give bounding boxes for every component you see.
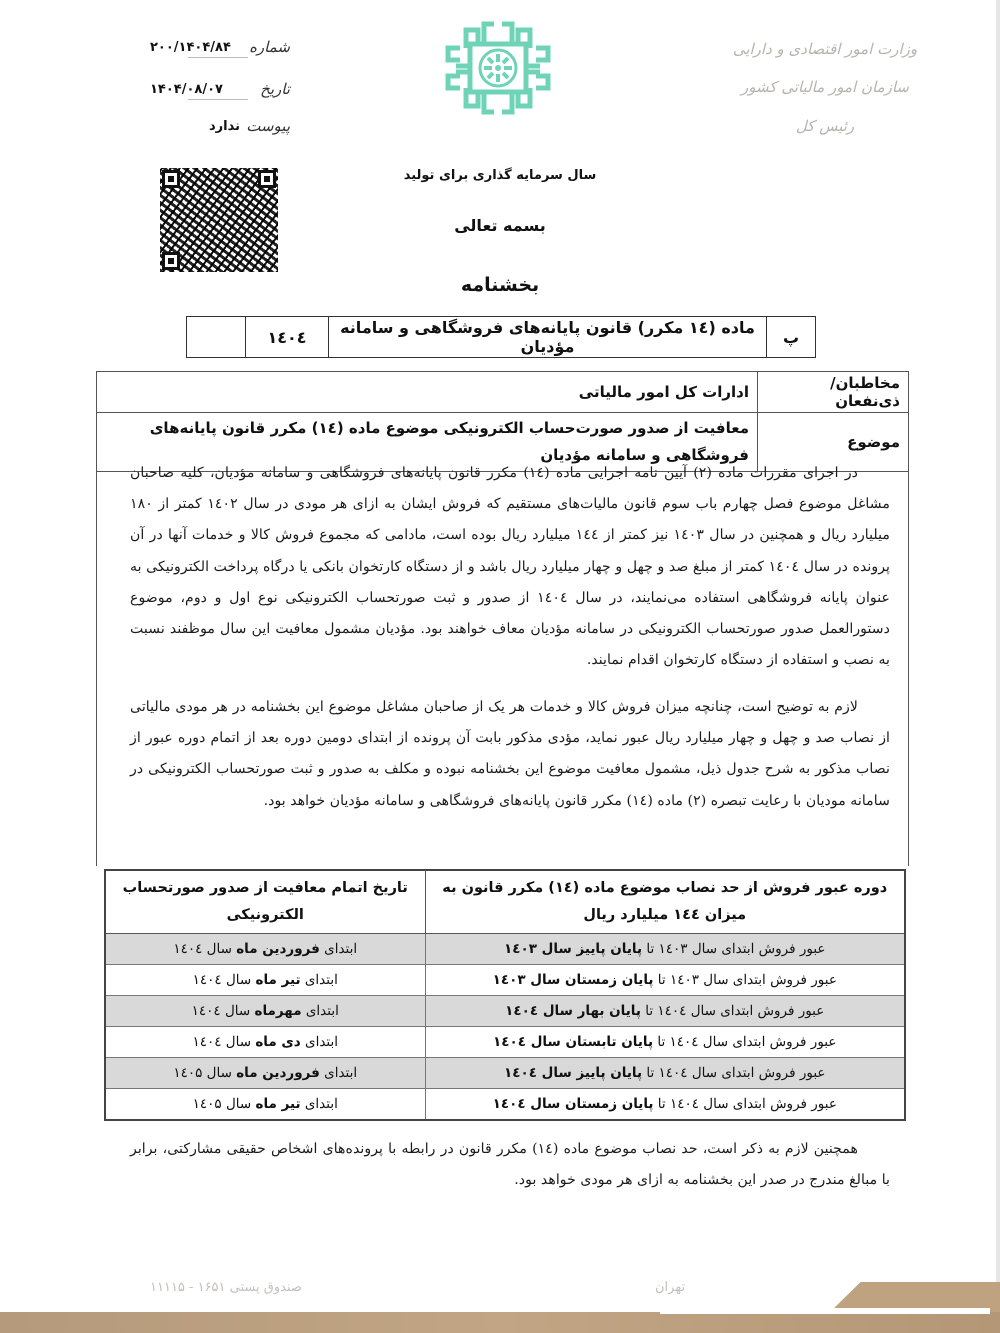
- end-date-cell: [105, 996, 425, 1027]
- end-prefix: ابتدای: [324, 1065, 358, 1081]
- period-cell: [425, 1089, 905, 1121]
- end-date-cell: [105, 934, 425, 965]
- letter-number: [150, 38, 290, 62]
- letter-date: [150, 80, 290, 104]
- end-month: تیر ماه: [255, 972, 301, 988]
- end-prefix: ابتدای: [304, 1096, 338, 1112]
- table-row: [105, 1027, 905, 1058]
- column-header-end-date: تاریخ اتمام معافیت از صدور صورتحساب الکترونیکی: [105, 870, 425, 934]
- end-date-cell: [105, 1027, 425, 1058]
- end-month: مهرماه: [254, 1003, 302, 1019]
- table-row: [105, 965, 905, 996]
- date-label: تاریخ: [260, 80, 290, 98]
- period-end: پایان پاییز سال ۱٤۰٤: [504, 1065, 643, 1081]
- end-date-cell: [105, 965, 425, 996]
- end-year: سال ۱٤۰۵: [173, 1065, 232, 1081]
- period-end: پایان پاییز سال ۱٤۰۳: [504, 941, 643, 957]
- end-year: سال ۱٤۰٤: [173, 941, 232, 957]
- scan-edge: [996, 0, 1000, 1333]
- period-end: پایان زمستان سال ۱٤۰٤: [492, 1096, 654, 1112]
- end-month: فروردین ماه: [236, 941, 320, 957]
- period-end: پایان زمستان سال ۱٤۰۳: [492, 972, 654, 988]
- period-cell: [425, 1027, 905, 1058]
- end-prefix: ابتدای: [304, 972, 338, 988]
- period-prefix: عبور فروش ابتدای سال ۱٤۰٤ تا: [645, 1003, 825, 1019]
- subject-label: موضوع: [758, 413, 909, 472]
- end-prefix: ابتدای: [324, 941, 358, 957]
- table-row: [105, 996, 905, 1027]
- number-value: ۲۰۰/۱۴۰۴/۸۴: [150, 40, 231, 55]
- empty-cell: [187, 317, 246, 358]
- period-prefix: عبور فروش ابتدای سال ۱٤۰٤ تا: [646, 1065, 826, 1081]
- reference-box: [186, 316, 816, 358]
- scan-bottom-edge: [0, 1312, 1000, 1333]
- period-cell: [425, 965, 905, 996]
- year-cell: ۱٤۰٤: [246, 317, 329, 358]
- body-paragraph-2: لازم به توضیح است، چنانچه میزان فروش کالا و خدمات هر یک از صاحبان مشاغل موضوع این بخشنامه در هر مودی مالیاتی از نصاب صد و چهل و چهار میلیارد ریال عبور نماید، مؤدی مذکور بابت آن پرونده از ابتدای دومین دوره بعد از اتمام دوره عبور از نصاب مذکور به شرح جدول ذیل، مشمول معافیت موضوع این بخشنامه نبوده و مکلف به صدور و ثبت صورتحساب الکترونیکی در سامانه مودیان با رعایت تبصره (۲) ماده (۱٤) مکرر قانون پایانه‌های فروشگاهی و سامانه مؤدیان خواهد بود.: [130, 699, 890, 809]
- body-frame: [96, 456, 909, 866]
- period-prefix: عبور فروش ابتدای سال ۱٤۰۳ تا: [657, 972, 837, 988]
- city: تهران: [655, 1280, 685, 1295]
- end-date-cell: [105, 1089, 425, 1121]
- body-paragraph-1: در اجرای مقررات ماده (۲) آیین نامه اجرایی ماده (۱٤) مکرر قانون پایانه‌های فروشگاهی و سامانه مؤدیان، کلیه صاحبان مشاغل موضوع فصل چهارم باب سوم قانون مالیات‌های مستقیم که فروش ایشان به ازای هر مودی در سال ۱٤۰۲ کمتر از ۱۸۰ میلیارد ریال و همچنین در سال ۱٤۰۳ نیز کمتر از ۱٤٤ میلیارد ریال بوده است، مادامی که مجموع فروش کالا و خدمات آنها در آن پرونده در سال ۱٤۰٤ کمتر از مبلغ صد و چهل و چهار میلیارد ریال باشد و از دستگاه کارتخوان بانکی یا درگاه پرداخت الکترونیکی به عنوان پایانه فروشگاهی استفاده می‌نمایند، در سال ۱٤۰٤ از صدور و ثبت صورتحساب الکترونیکی نوع اول و دوم، موضوع دستورالعمل صدور صورتحساب الکترونیکی در سامانه مؤدیان معاف خواهند بود. مؤدیان مشمول معافیت این سال موظفند نسبت به نصب و استفاده از دستگاه کارتخوان اقدام نمایند.: [130, 465, 891, 669]
- ministry-line: وزارت امور اقتصادی و دارایی: [732, 40, 918, 58]
- bismillah: بسمه تعالی: [454, 216, 546, 235]
- end-month: دی ماه: [255, 1034, 301, 1050]
- number-label: شماره: [249, 38, 290, 56]
- table-row: [105, 934, 905, 965]
- recipients-label: مخاطبان/ذی‌نفعان: [758, 372, 909, 413]
- attachment-value: ندارد: [208, 119, 240, 134]
- end-year: سال ۱٤۰٤: [192, 1034, 252, 1050]
- end-prefix: ابتدای: [305, 1034, 339, 1050]
- postal-box: صندوق پستی ۱۶۵۱ - ۱۱۱۱۵: [150, 1280, 302, 1295]
- table-row: [105, 1089, 905, 1121]
- period-end: پایان بهار سال ۱٤۰٤: [505, 1003, 641, 1019]
- period-prefix: عبور فروش ابتدای سال ۱٤۰۳ تا: [646, 941, 826, 957]
- number-line: [188, 57, 248, 58]
- period-prefix: عبور فروش ابتدای سال ۱٤۰٤ تا: [657, 1096, 837, 1112]
- period-cell: [425, 934, 905, 965]
- subject-value: معافیت از صدور صورت‌حساب الکترونیکی موضوع ماده (۱٤) مکرر قانون پایانه‌های فروشگاهی و سامانه مؤدیان: [97, 413, 758, 472]
- recipients-value: ادارات کل امور مالیاتی: [97, 372, 758, 413]
- period-cell: [425, 996, 905, 1027]
- date-value: ۱۴۰۴/۰۸/۰۷: [150, 82, 223, 97]
- end-month: تیر ماه: [255, 1096, 301, 1112]
- end-year: سال ۱٤۰٤: [191, 1003, 251, 1019]
- qr-finder-icon: [162, 252, 180, 270]
- column-header-period: دوره عبور فروش از حد نصاب موضوع ماده (۱٤) مکرر قانون به میزان ۱٤٤ میلیارد ریال: [425, 870, 905, 934]
- series-cell: پ: [767, 317, 816, 358]
- end-date-cell: [105, 1058, 425, 1089]
- end-month: فروردین ماه: [236, 1065, 320, 1081]
- date-line: [188, 99, 248, 100]
- table-row: [105, 1058, 905, 1089]
- period-prefix: عبور فروش ابتدای سال ۱٤۰٤ تا: [657, 1034, 837, 1050]
- letter-attachment: [150, 117, 290, 141]
- end-prefix: ابتدای: [305, 1003, 339, 1019]
- year-slogan: سال سرمایه گذاری برای تولید: [403, 168, 597, 183]
- topic-cell: ماده (۱٤ مکرر) قانون پایانه‌های فروشگاهی و سامانه مؤدیان: [329, 317, 767, 358]
- document-type: بخشنامه: [460, 274, 540, 296]
- tax-organization-logo-icon: [444, 18, 552, 118]
- end-year: سال ۱٤۰٤: [192, 972, 252, 988]
- exemption-schedule-table: [104, 869, 906, 1121]
- attachment-label: پیوست: [246, 117, 290, 135]
- period-cell: [425, 1058, 905, 1089]
- end-year: سال ۱٤۰۵: [192, 1096, 252, 1112]
- ministry-line: رئیس کل: [795, 117, 855, 135]
- period-end: پایان تابستان سال ۱٤۰٤: [493, 1034, 654, 1050]
- body-paragraph-3: همچنین لازم به ذکر است، حد نصاب موضوع ماده (۱٤) مکرر قانون در رابطه با پرونده‌های اشخاص حقیقی مشارکتی، برابر با مبالغ مندرج در صدر این بخشنامه به ازای هر مودی خواهد بود.: [130, 1141, 890, 1189]
- ministry-line: سازمان امور مالیاتی کشور: [741, 78, 909, 96]
